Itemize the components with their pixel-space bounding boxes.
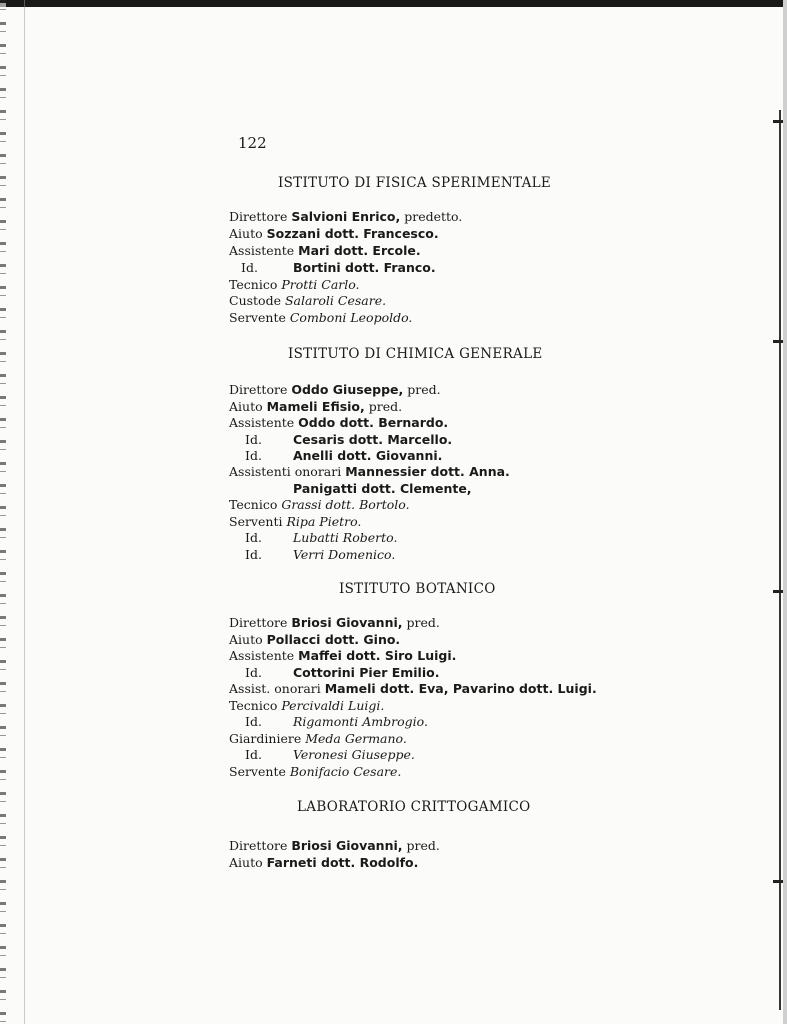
staff-line: Custode Salaroli Cesare.	[229, 293, 387, 308]
section-heading: ISTITUTO BOTANICO	[339, 581, 496, 597]
staff-line: Aiuto Mameli Efisio, pred.	[229, 399, 403, 414]
staff-line: Direttore Briosi Giovanni, pred.	[229, 615, 440, 630]
staff-line: Id. Bortini dott. Franco.	[241, 260, 436, 275]
staff-line: Assistente Oddo dott. Bernardo.	[229, 415, 449, 430]
staff-line: Direttore Briosi Giovanni, pred.	[229, 838, 440, 853]
staff-line: Id. Anelli dott. Giovanni.	[245, 448, 443, 463]
staff-line: Id. Cesaris dott. Marcello.	[245, 432, 453, 447]
staff-line: Aiuto Farneti dott. Rodolfo.	[229, 855, 419, 870]
staff-line: Assist. onorari Mameli dott. Eva, Pavarino dott. Luigi.	[229, 681, 597, 696]
staff-line: Tecnico Protti Carlo.	[229, 277, 360, 292]
staff-line: Servente Comboni Leopoldo.	[229, 310, 413, 325]
staff-line: Tecnico Percivaldi Luigi.	[229, 698, 385, 713]
staff-line: Id. Cottorini Pier Emilio.	[245, 665, 440, 680]
staff-line: Assistente Maffei dott. Siro Luigi.	[229, 648, 457, 663]
staff-line: Direttore Salvioni Enrico, predetto.	[229, 209, 463, 224]
section-heading: ISTITUTO DI FISICA SPERIMENTALE	[278, 175, 552, 191]
page-number: 122	[238, 134, 267, 152]
staff-line: Id. Veronesi Giuseppe.	[245, 747, 415, 762]
staff-line: Giardiniere Meda Germano.	[229, 731, 407, 746]
staff-line: Panigatti dott. Clemente,	[293, 481, 472, 496]
staff-line: Servente Bonifacio Cesare.	[229, 764, 402, 779]
staff-line: Serventi Ripa Pietro.	[229, 514, 362, 529]
staff-line: Aiuto Pollacci dott. Gino.	[229, 632, 401, 647]
staff-line: Direttore Oddo Giuseppe, pred.	[229, 382, 441, 397]
staff-line: Assistente Mari dott. Ercole.	[229, 243, 421, 258]
staff-line: Tecnico Grassi dott. Bortolo.	[229, 497, 410, 512]
section-heading: ISTITUTO DI CHIMICA GENERALE	[288, 346, 543, 362]
staff-line: Aiuto Sozzani dott. Francesco.	[229, 226, 439, 241]
section-heading: LABORATORIO CRITTOGAMICO	[297, 799, 531, 815]
staff-line: Id. Lubatti Roberto.	[245, 530, 398, 545]
staff-line: Id. Verri Domenico.	[245, 547, 396, 562]
staff-line: Id. Rigamonti Ambrogio.	[245, 714, 428, 729]
staff-line: Assistenti onorari Mannessier dott. Anna.	[229, 464, 510, 479]
